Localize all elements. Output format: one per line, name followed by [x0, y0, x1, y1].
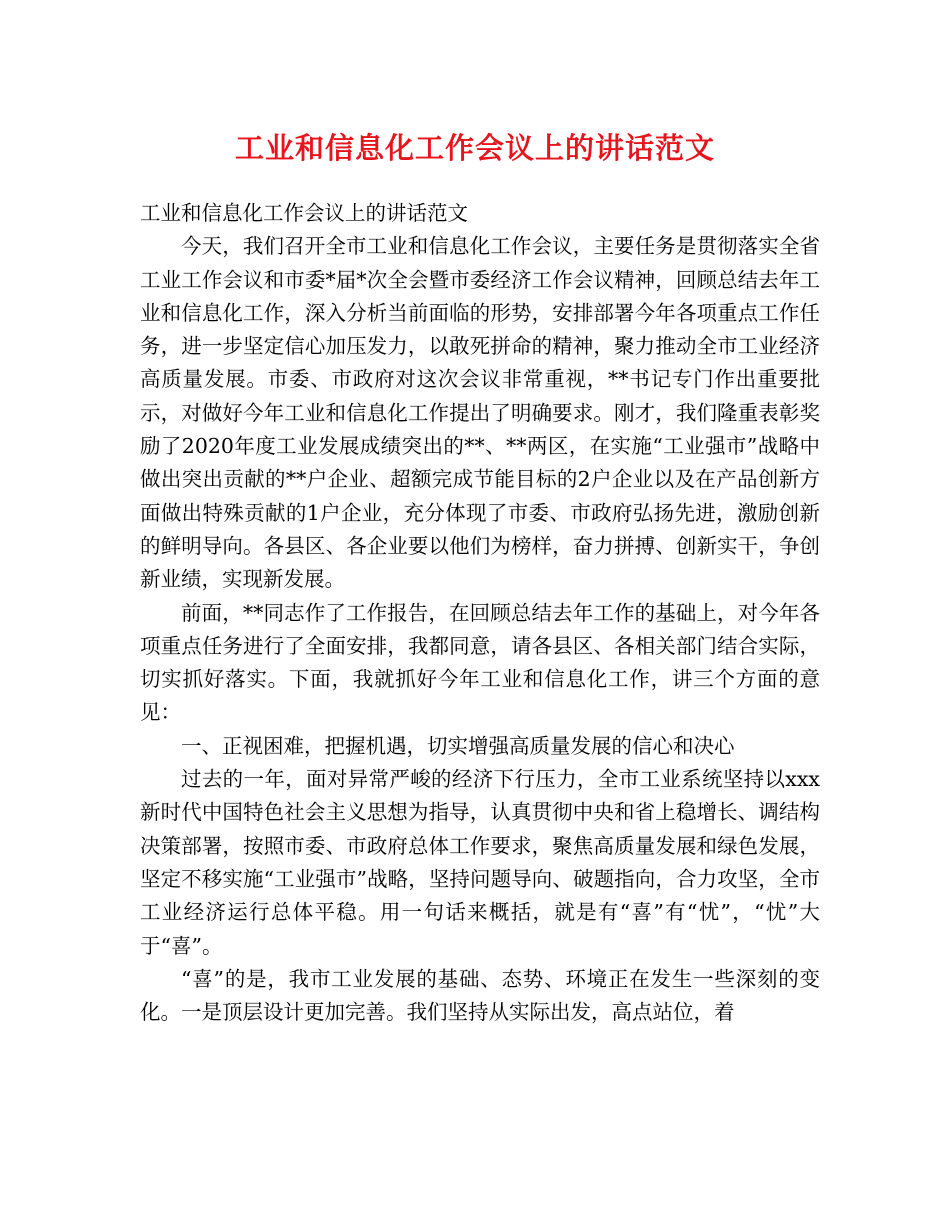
paragraph-opening: 今天，我们召开全市工业和信息化工作会议，主要任务是贯彻落实全省工业工作会议和市委*届*次全会暨市委经济工作会议精神，回顾总结去年工业和信息化工作，深入分析当前面临的形势，安排部署今年各项重点工作任务，进一步坚定信心加压发力，以敢死拼命的精神，聚力推动全市工业经济高质量发展。市委、市政府对这次会议非常重视，**书记专门作出重要批示，对做好今年工业和信息化工作提出了明确要求。刚才，我们隆重表彰奖励了2020年度工业发展成绩突出的**、**两区，在实施“工业强市”战略中做出突出贡献的**户企业、超额完成节能目标的2户企业以及在产品创新方面做出特殊贡献的1户企业，充分体现了市委、市政府弘扬先进，激励创新的鲜明导向。各县区、各企业要以他们为榜样，奋力拼搏、创新实干，争创新业绩，实现新发展。: [140, 234, 820, 592]
paragraph-past-year: 过去的一年，面对异常严峻的经济下行压力，全市工业系统坚持以xxx新时代中国特色社会主义思想为指导，认真贯彻中央和省上稳增长、调结构决策部署，按照市委、市政府总体工作要求，聚焦高质量发展和绿色发展，坚定不移实施“工业强市”战略，坚持问题导向、破题指向，合力攻坚，全市工业经济运行总体平稳。用一句话来概括，就是有“喜”有“忧”，“忧”大于“喜”。: [140, 767, 820, 958]
subtitle-paragraph: 工业和信息化工作会议上的讲话范文: [140, 201, 468, 225]
paragraph-positive: “喜”的是，我市工业发展的基础、态势、环境正在发生一些深刻的变化。一是顶层设计更加完善。我们坚持从实际出发，高点站位，着: [140, 966, 820, 1025]
document-title: 工业和信息化工作会议上的讲话范文: [234, 131, 715, 165]
document-body: [140, 197, 820, 1029]
section-heading-1: 一、正视困难，把握机遇，切实增强高质量发展的信心和决心: [181, 733, 735, 758]
paragraph-report: 前面，**同志作了工作报告，在回顾总结去年工作的基础上，对今年各项重点任务进行了全面安排，我都同意，请各县区、各相关部门结合实际，切实抓好落实。下面，我就抓好今年工业和信息化工作，讲三个方面的意见：: [140, 600, 820, 725]
